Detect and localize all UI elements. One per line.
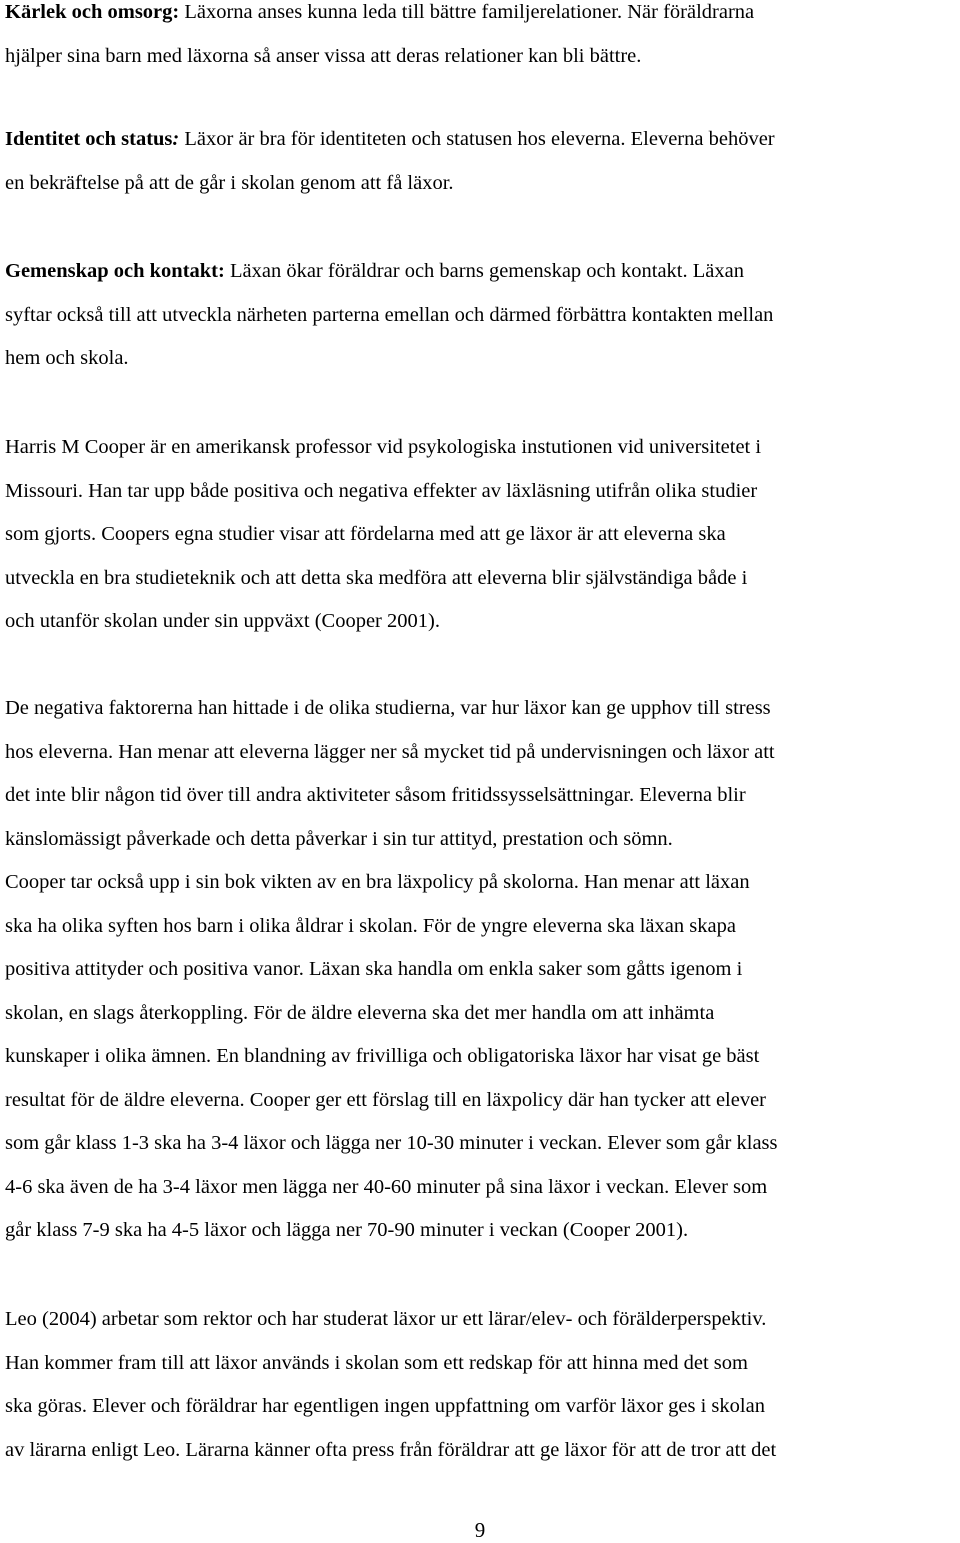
text-line: av lärarna enligt Leo. Lärarna känner ofta press från föräldrar att ge läxor för att de tror att det [5,1438,777,1461]
text-line: det inte blir någon tid över till andra aktiviteter såsom fritidssysselsättningar. Eleverna blir [5,784,746,806]
text-line: utveckla en bra studieteknik och att detta ska medföra att eleverna blir självständiga både i [5,566,748,589]
text-line: Gemenskap och kontakt: Läxan ökar föräldrar och barns gemenskap och kontakt. Läxan [5,260,744,282]
text-line: Han kommer fram till att läxor används i skolan som ett redskap för att hinna med det som [5,1351,748,1374]
text-line: ska göras. Elever och föräldrar har egentligen ingen uppfattning om varför läxor ges i skolan [5,1395,765,1417]
text-line: och utanför skolan under sin uppväxt (Cooper 2001). [5,610,440,632]
text-line: 4-6 ska även de ha 3-4 läxor men lägga ner 40-60 minuter på sina läxor i veckan. Elever som [5,1175,768,1198]
text-line: Identitet och status: Läxor är bra för identiteten och statusen hos eleverna. Eleverna behöver [5,128,775,150]
text-line: skolan, en slags återkoppling. För de äldre eleverna ska det mer handla om att inhämta [5,1001,715,1024]
text-line: positiva attityder och positiva vanor. Läxan ska handla om enkla saker som gåtts igenom i [5,958,743,980]
text-line: en bekräftelse på att de går i skolan genom att få läxor. [5,171,454,194]
page-number: 9 [474,1518,486,1542]
text-line: som går klass 1-3 ska ha 3-4 läxor och lägga ner 10-30 minuter i veckan. Elever som går klass [5,1132,778,1154]
paragraph-leo [5,1298,776,1472]
text-line: går klass 7-9 ska ha 4-5 läxor och lägga ner 70-90 minuter i veckan (Cooper 2001). [5,1219,689,1241]
text-line: resultat för de äldre eleverna. Cooper ger ett förslag till en läxpolicy där han tycker att elever [5,1088,767,1111]
paragraph-negativa-faktorer [5,687,778,1253]
paragraph-identitet-och-status [5,118,775,205]
text-line: hjälper sina barn med läxorna så anser vissa att deras relationer kan bli bättre. [5,44,642,67]
paragraph-heading: Identitet och status [5,128,173,150]
text-line: kunskaper i olika ämnen. En blandning av frivilliga och obligatoriska läxor har visat ge bäst [5,1045,760,1067]
text-line: Cooper tar också upp i sin bok vikten av en bra läxpolicy på skolorna. Han menar att läxan [5,871,750,893]
paragraph-karlek-och-omsorg [5,0,754,78]
text-line: hem och skola. [5,347,129,369]
text-line: ska ha olika syften hos barn i olika åldrar i skolan. För de yngre eleverna ska läxan skapa [5,914,736,937]
text-line: Leo (2004) arbetar som rektor och har studerat läxor ur ett lärar/elev- och förälderperspektiv. [5,1308,767,1330]
text-line: Missouri. Han tar upp både positiva och negativa effekter av läxläsning utifrån olika studier [5,479,758,502]
text-line: syftar också till att utveckla närheten parterna emellan och därmed förbättra kontakten mellan [5,303,774,326]
text-line: hos eleverna. Han menar att eleverna lägger ner så mycket tid på undervisningen och läxor att [5,740,775,763]
text-line: Kärlek och omsorg: Läxorna anses kunna leda till bättre familjerelationer. När föräldrarna [5,1,755,23]
text-line: Harris M Cooper är en amerikansk professor vid psykologiska instutionen vid universitetet i [5,436,762,458]
heading-colon: : [172,128,180,150]
paragraph-heading: Gemenskap och kontakt: [5,260,225,282]
text-line: De negativa faktorerna han hittade i de olika studierna, var hur läxor kan ge upphov till stress [5,697,771,719]
paragraph-heading: Kärlek och omsorg: [5,1,180,23]
paragraph-gemenskap-och-kontakt [5,250,773,381]
paragraph-harris-cooper [5,426,761,644]
text-line: känslomässigt påverkade och detta påverkar i sin tur attityd, prestation och sömn. [5,827,673,850]
text-line: som gjorts. Coopers egna studier visar att fördelarna med att ge läxor är att eleverna ska [5,523,726,545]
